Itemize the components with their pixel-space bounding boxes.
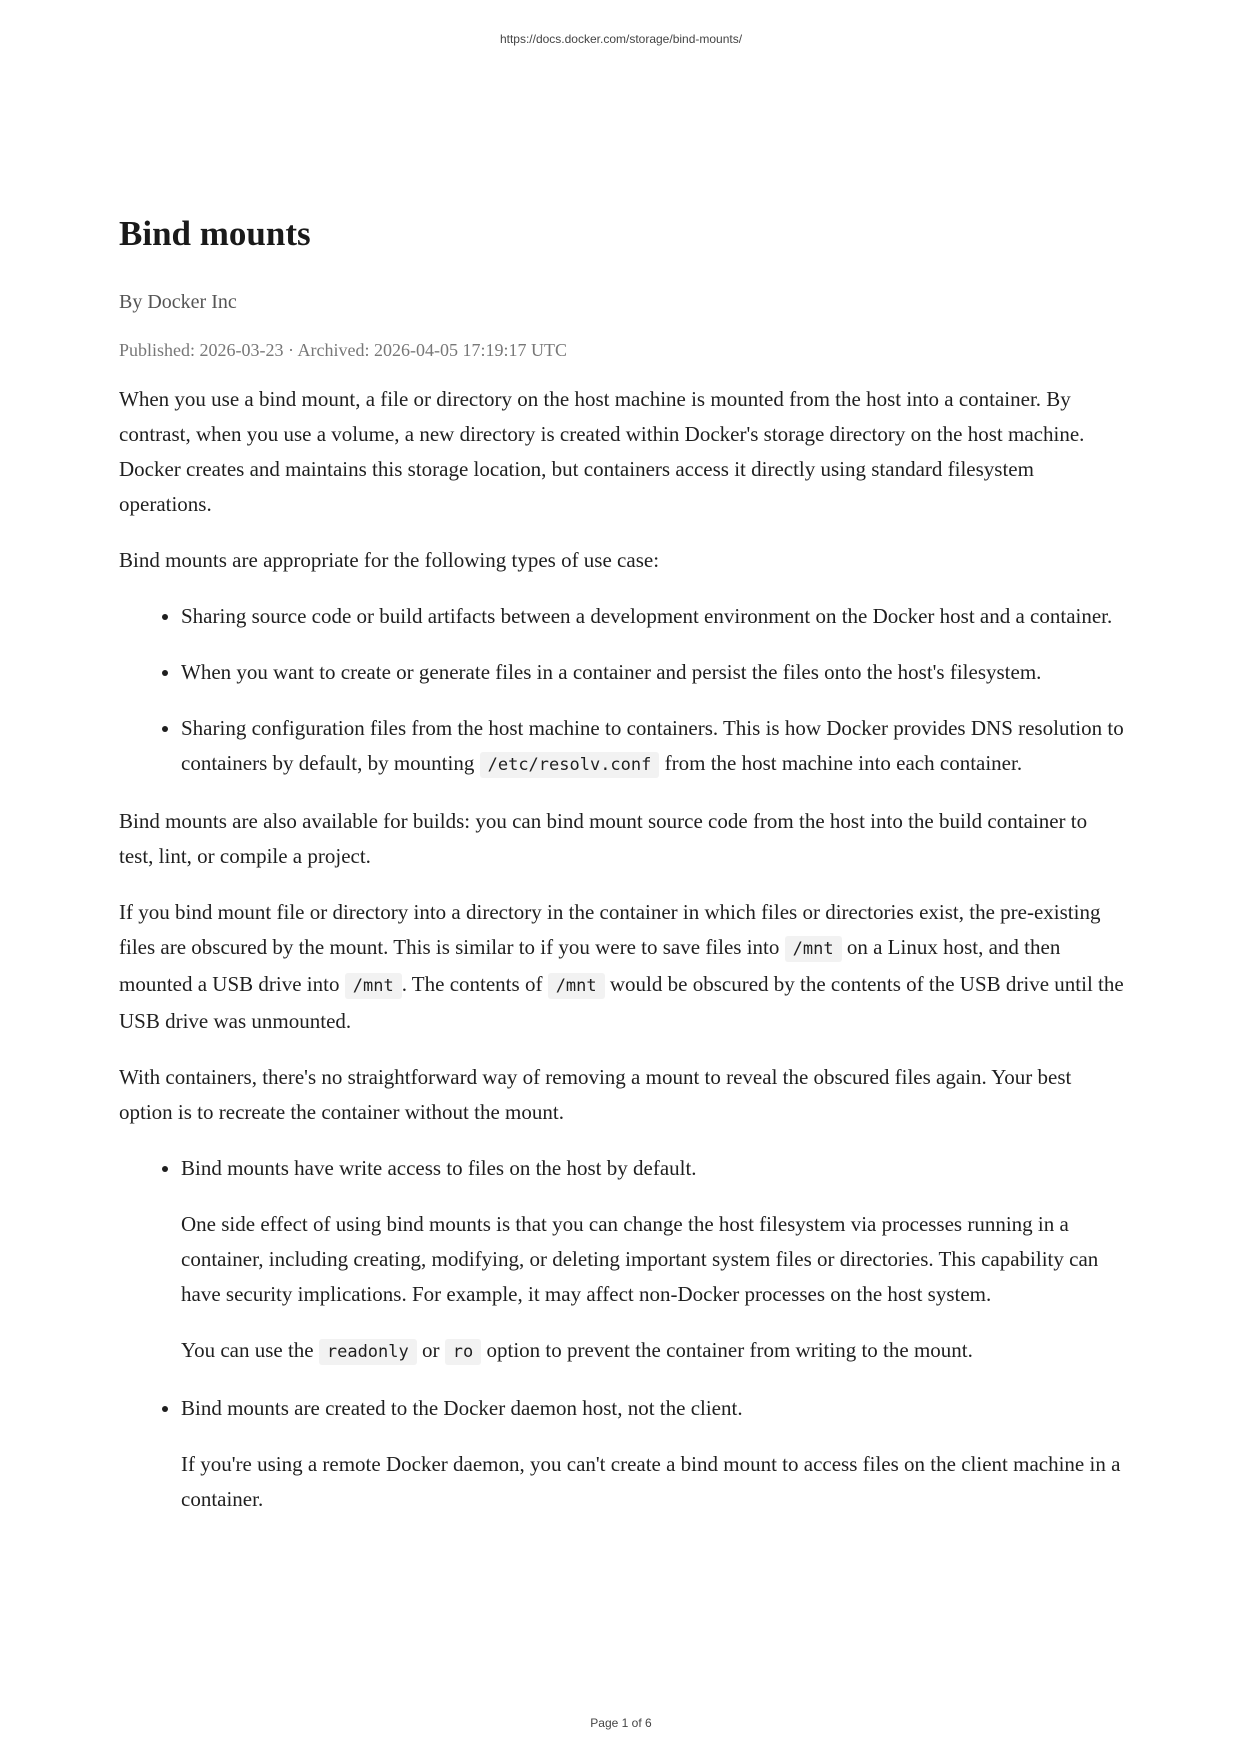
daemon-title: Bind mounts are created to the Docker daemon host, not the client. — [181, 1396, 743, 1420]
use-case-lead: Bind mounts are appropriate for the following types of use case: — [119, 548, 660, 572]
inline-code: /mnt — [548, 973, 605, 999]
text: option to prevent the container from writing to the mount. — [481, 1338, 973, 1362]
considerations-list — [119, 1151, 1124, 1517]
builds-paragraph: Bind mounts are also available for builds: you can bind mount source code from the host into the build container to test, lint, or compile a project. — [119, 809, 1088, 868]
text: on a Linux host, and then mounted a USB drive into — [119, 935, 1061, 996]
text: If you bind mount file or directory into a directory in the container in which files or directories exist, the pre-existing files are obscured by the mount. This is similar to if you were to save files into — [119, 900, 1101, 959]
inline-code: /mnt — [785, 936, 842, 962]
readonly-paragraph — [181, 1333, 1124, 1370]
article — [119, 212, 1124, 1538]
no-way-paragraph: With containers, there's no straightforward way of removing a mount to reveal the obscured files again. Your best option is to recreate the container without the mount. — [119, 1065, 1072, 1124]
list-item — [181, 1391, 1124, 1517]
list-item — [181, 711, 1124, 783]
intro-paragraph: When you use a bind mount, a file or directory on the host machine is mounted from the host into a container. By contrast, when you use a volume, a new directory is created within Docker's storage directory on the host machine. Docker creates and maintains this storage location, but containers access it directly using standard filesystem operations. — [119, 387, 1085, 516]
page-title: Bind mounts — [119, 214, 311, 253]
page-url-header: https://docs.docker.com/storage/bind-mounts/ — [499, 32, 743, 46]
obscure-paragraph — [119, 895, 1124, 1039]
inline-code: ro — [445, 1339, 481, 1365]
text: or — [416, 1338, 445, 1362]
page-number: Page 1 of 6 — [590, 1716, 652, 1730]
write-access-detail: One side effect of using bind mounts is that you can change the host filesystem via processes running in a container, including creating, modifying, or deleting important system files or directories. This capability can have security implications. For example, it may affect non-Docker processes on the host system. — [181, 1212, 1099, 1306]
list-item: • When you want to create or generate files in a container and persist the files onto the host's filesystem. — [181, 655, 1124, 690]
inline-code: /mnt — [345, 973, 402, 999]
inline-code: /etc/resolv.conf — [480, 752, 660, 778]
text: from the host machine into each container. — [659, 751, 1023, 775]
text: Sharing configuration files from the host machine to containers. This is how Docker provides DNS resolution to containers by default, by mounting — [181, 716, 1124, 775]
text: would be obscured by the contents of the USB drive until the USB drive was unmounted. — [119, 972, 1124, 1033]
daemon-detail: If you're using a remote Docker daemon, you can't create a bind mount to access files on the client machine in a container. — [181, 1452, 1121, 1511]
list-item — [181, 1151, 1124, 1370]
use-case-list — [119, 599, 1124, 783]
text: You can use the — [181, 1338, 319, 1362]
byline: By Docker Inc — [119, 291, 237, 313]
text: . The contents of — [401, 972, 548, 996]
list-item: • Sharing source code or build artifacts between a development environment on the Docker host and a container. — [181, 599, 1124, 634]
write-access-title: Bind mounts have write access to files on the host by default. — [181, 1156, 697, 1180]
publish-dates: Published: 2026-03-23 · Archived: 2026-04-05 17:19:17 UTC — [119, 340, 567, 360]
inline-code: readonly — [319, 1339, 417, 1365]
